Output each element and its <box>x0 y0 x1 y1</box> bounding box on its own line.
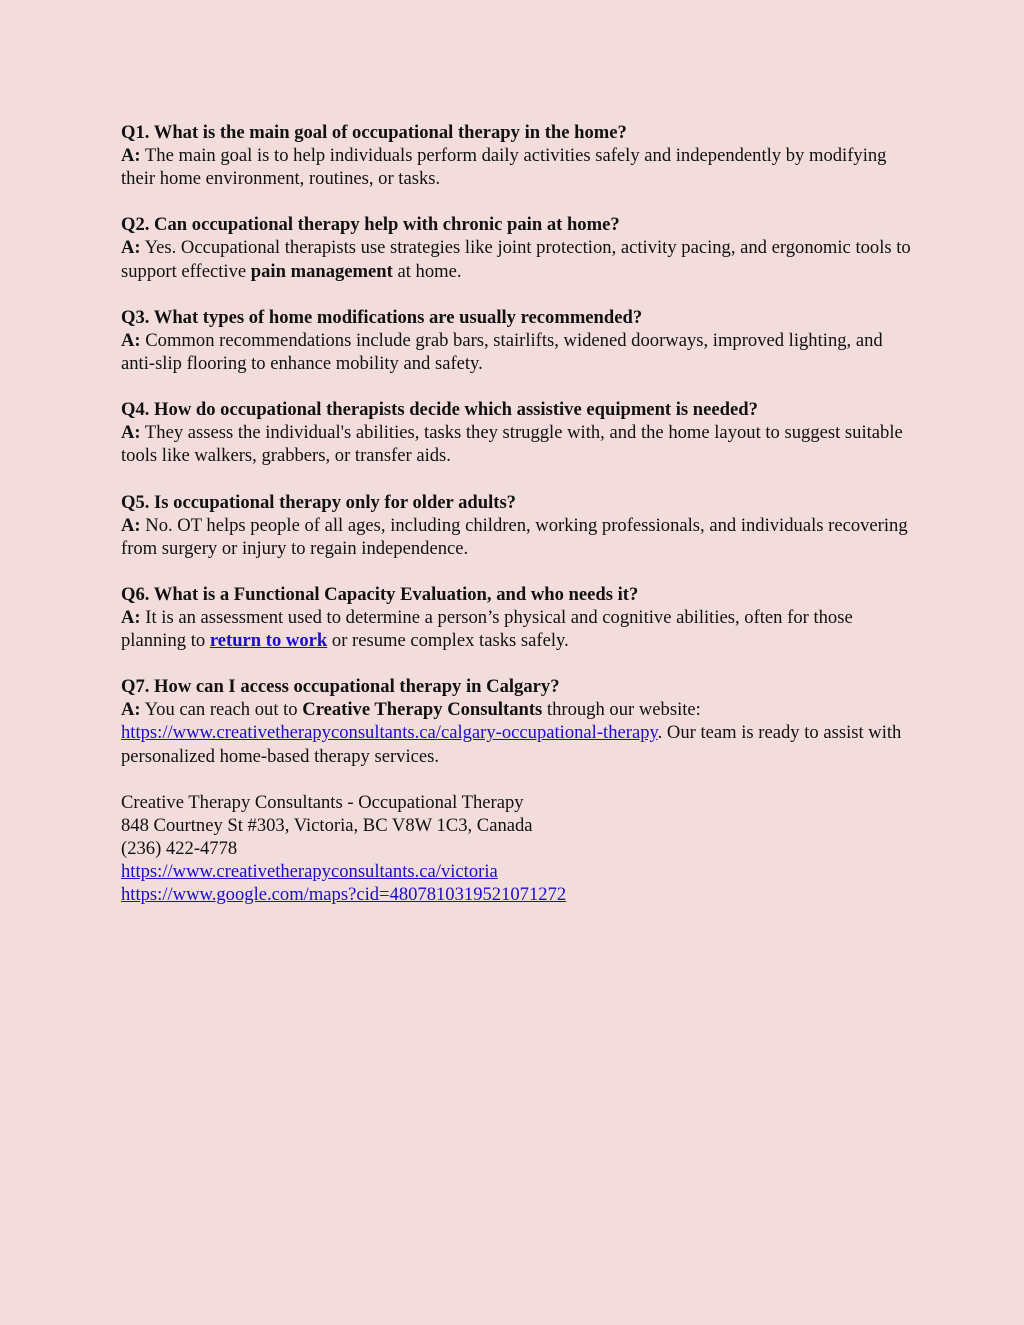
answer-text: You can reach out to <box>140 699 303 721</box>
answer-text-end: or resume complex tasks safely. <box>327 630 569 652</box>
faq-answer <box>121 606 921 652</box>
document-page <box>121 121 921 906</box>
return-to-work-link[interactable]: return to work <box>209 630 328 652</box>
faq-question: Q4. How do occupational therapists decide which assistive equipment is needed? <box>121 399 758 421</box>
answer-text-middle: through our website: <box>542 699 701 721</box>
answer-text: Yes. Occupational therapists use strategies like joint protection, activity pacing, and ergonomic tools to support effective <box>121 237 911 282</box>
answer-text: Common recommendations include grab bars, stairlifts, widened doorways, improved lighting, and anti-slip flooring to enhance mobility and safety. <box>121 329 883 374</box>
answer-text: They assess the individual's abilities, tasks they struggle with, and the home layout to suggest suitable tools like walkers, grabbers, or transfer aids. <box>121 422 903 467</box>
contact-block <box>121 791 921 906</box>
faq-answer <box>121 236 921 282</box>
faq-question: Q2. Can occupational therapy help with chronic pain at home? <box>121 214 620 236</box>
contact-maps-link[interactable]: https://www.google.com/maps?cid=4807810319521071272 <box>121 884 567 906</box>
faq-question: Q7. How can I access occupational therapy in Calgary? <box>121 676 560 698</box>
answer-label: A: <box>121 699 141 721</box>
faq-question: Q5. Is occupational therapy only for older adults? <box>121 491 516 513</box>
faq-question: Q6. What is a Functional Capacity Evaluation, and who needs it? <box>121 583 639 605</box>
faq-item-q5 <box>121 491 921 560</box>
faq-question: Q1. What is the main goal of occupational therapy in the home? <box>121 122 627 143</box>
contact-address: 848 Courtney St #303, Victoria, BC V8W 1C3, Canada <box>121 814 533 836</box>
answer-text: The main goal is to help individuals perform daily activities safely and independently by modifying their home environment, routines, or tasks. <box>121 145 887 190</box>
faq-item-q1 <box>121 121 921 190</box>
calgary-therapy-link[interactable]: https://www.creativetherapyconsultants.ca/calgary-occupational-therapy <box>121 722 658 744</box>
answer-strong-text: pain management <box>250 260 393 282</box>
contact-website-link[interactable]: https://www.creativetherapyconsultants.ca/victoria <box>121 861 498 882</box>
answer-label: A: <box>121 329 141 351</box>
faq-item-q2 <box>121 213 921 282</box>
answer-strong-text: Creative Therapy Consultants <box>302 699 543 721</box>
contact-name: Creative Therapy Consultants - Occupational Therapy <box>121 791 524 813</box>
contact-phone: (236) 422-4778 <box>121 837 238 859</box>
answer-text: No. OT helps people of all ages, including children, working professionals, and individuals recovering from surgery or injury to regain independence. <box>121 514 908 559</box>
answer-label: A: <box>121 145 141 167</box>
answer-text-end: . Our team is ready to assist with personalized home-based therapy services. <box>121 722 902 767</box>
faq-question: Q3. What types of home modifications are usually recommended? <box>121 306 643 328</box>
faq-answer <box>121 514 921 560</box>
faq-item-q4 <box>121 398 921 467</box>
answer-label: A: <box>121 422 141 444</box>
faq-answer <box>121 698 921 767</box>
faq-answer <box>121 329 921 375</box>
answer-label: A: <box>121 606 141 628</box>
answer-text-end: at home. <box>392 260 462 282</box>
answer-label: A: <box>121 237 141 259</box>
answer-text: It is an assessment used to determine a person’s physical and cognitive abilities, often for those planning to <box>121 606 853 652</box>
faq-item-q6 <box>121 583 921 652</box>
answer-label: A: <box>121 514 141 536</box>
faq-answer <box>121 421 921 467</box>
faq-item-q3 <box>121 306 921 375</box>
faq-item-q7 <box>121 675 921 767</box>
faq-answer <box>121 144 921 190</box>
